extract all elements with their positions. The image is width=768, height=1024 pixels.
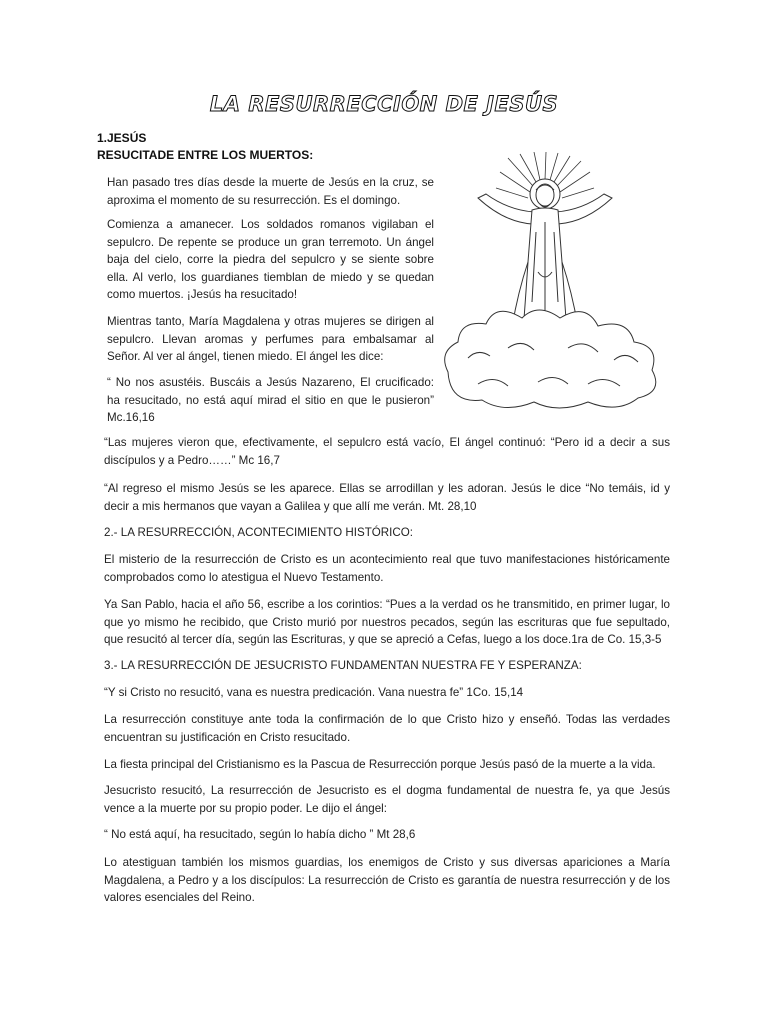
section2-heading: 2.- LA RESURRECCIÓN, ACONTECIMIENTO HISTÓRICO:	[104, 526, 413, 539]
page-title: LA RESURRECCIÓN DE JESÚS	[209, 92, 559, 116]
section3-heading: 3.- LA RESURRECCIÓN DE JESUCRISTO FUNDAMENTAN NUESTRA FE Y ESPERANZA:	[104, 659, 582, 672]
paragraph: Comienza a amanecer. Los soldados romanos vigilaban el sepulcro. De repente se produce un gran terremoto. Un ángel baja del cielo, corre la piedra del sepulcro y se siente sobre ella. Al verlo, los guardianes tiemblan de miedo y se quedan como muertos. ¡Jesús ha resucitado!	[107, 218, 434, 301]
paragraph: Ya San Pablo, hacia el año 56, escribe a los corintios: “Pues a la verdad os he transmitido, en primer lugar, lo que yo mismo he recibido, que Cristo murió por nuestros pecados, según las escrituras que fue sepultado, que resucitó al tercer día, según las Escrituras, y que se apreció a Cefas, luego a los doce.1ra de Co. 15,3-5	[104, 598, 670, 646]
paragraph: El misterio de la resurrección de Cristo es un acontecimiento real que tuvo manifestaciones históricamente comprobados como lo atestigua el Nuevo Testamento.	[104, 553, 670, 584]
section1-heading-line2: RESUCITADE ENTRE LOS MUERTOS:	[97, 148, 314, 162]
section1-heading-line1: 1.JESÚS	[97, 131, 147, 145]
paragraph: Jesucristo resucitó, La resurrección de Jesucristo es el dogma fundamental de nuestra fe, ya que Jesús vence a la muerte por su propio poder. Le dijo el ángel:	[104, 784, 670, 815]
paragraph: Lo atestiguan también los mismos guardias, los enemigos de Cristo y sus diversas apariciones a María Magdalena, a Pedro y a los discípulos: La resurrección de Cristo es garantía de nuestra resurrección y de los valores esenciales del Reino.	[104, 856, 670, 904]
paragraph: “Las mujeres vieron que, efectivamente, el sepulcro está vacío, El ángel continuó: “Pero id a decir a sus discípulos y a Pedro……” Mc 16,7	[104, 436, 670, 467]
paragraph: Mientras tanto, María Magdalena y otras mujeres se dirigen al sepulcro. Llevan aromas y perfumes para embalsamar al Señor. Al ver al ángel, tienen miedo. El ángel les dice:	[107, 315, 434, 363]
paragraph: “Al regreso el mismo Jesús se les aparece. Ellas se arrodillan y les adoran. Jesús le dice “No temáis, id y decir a mis hermanos que vayan a Galilea y que allí me verán. Mt. 28,10	[104, 482, 670, 513]
risen-jesus-on-clouds-icon	[438, 152, 668, 412]
paragraph: Han pasado tres días desde la muerte de Jesús en la cruz, se aproxima el momento de su resurrección. Es el domingo.	[107, 176, 434, 207]
paragraph: “ No está aquí, ha resucitado, según lo había dicho ” Mt 28,6	[104, 828, 416, 841]
section1-heading	[97, 130, 313, 164]
paragraph: “Y si Cristo no resucitó, vana es nuestra predicación. Vana nuestra fe” 1Co. 15,14	[104, 686, 524, 699]
paragraph: “ No nos asustéis. Buscáis a Jesús Nazareno, El crucificado: ha resucitado, no está aquí mirad el sitio en que le pusieron” Mc.16,16	[107, 376, 434, 424]
paragraph: La resurrección constituye ante toda la confirmación de lo que Cristo hizo y enseñó. Todas las verdades encuentran su justificación en Cristo resucitado.	[104, 713, 670, 744]
paragraph: La fiesta principal del Cristianismo es la Pascua de Resurrección porque Jesús pasó de la muerte a la vida.	[104, 758, 656, 771]
